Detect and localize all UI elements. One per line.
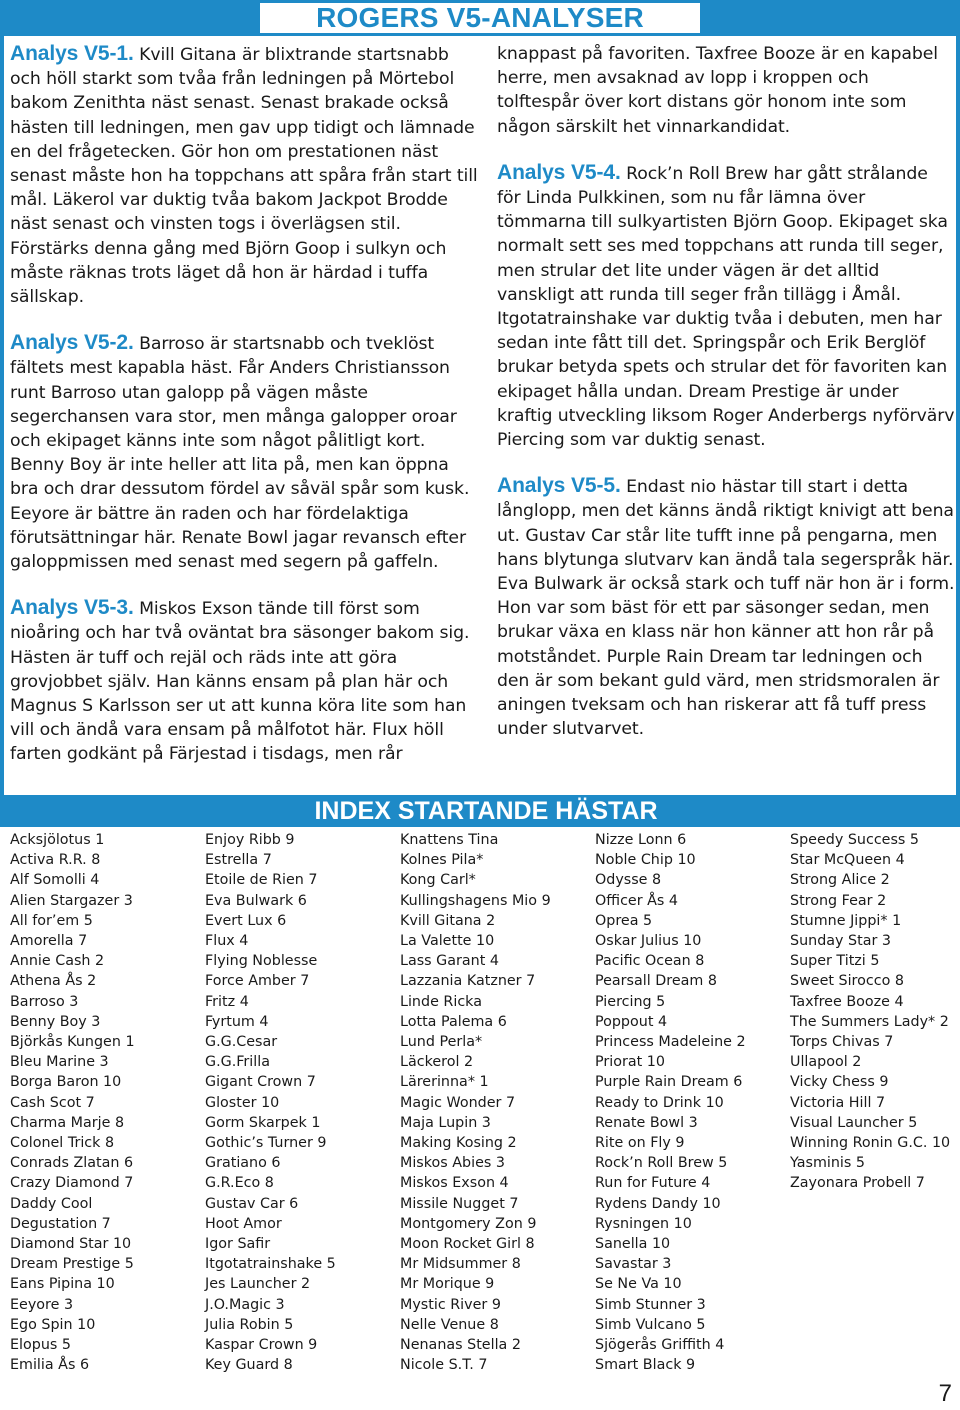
- index-entry: Dream Prestige 5: [10, 1256, 134, 1273]
- index-entry: All for’em 5: [10, 912, 93, 929]
- analysis-v5-2: [10, 331, 480, 574]
- left-accent-bar: [0, 36, 4, 796]
- right-column: [497, 42, 955, 741]
- index-entry: Charma Marje 8: [10, 1114, 125, 1131]
- index-entry: Magic Wonder 7: [400, 1094, 516, 1111]
- analysis-text: Endast nio hästar till start i detta långlopp, men det känns ändå riktigt knivigt att bena ut. Gustav Car står lite tufft inne på pengarna, men hans blytunga slutvarv kan ändå tala segerspråk här. Eva Bulwark är också stark och tuff när hon är i form. Hon var som bäst för ett par säsonger sedan, men brukar växa en klass när hon känner att hon rår på motståndet. Purple Rain Dream tar ledningen och den är som bekant guld värd, men stridsmoralen är aningen tveksam och han riskerar att få tuff press under slutvarvet.: [497, 477, 955, 740]
- index-entry: Smart Black 9: [595, 1357, 696, 1374]
- index-entry: Emilia Ås 6: [10, 1357, 90, 1374]
- page-title: ROGERS V5-ANALYSER: [260, 3, 700, 33]
- index-entry: Sunday Star 3: [790, 933, 891, 950]
- index-entry: Montgomery Zon 9: [400, 1215, 537, 1232]
- index-entry: Strong Fear 2: [790, 892, 887, 909]
- index-entry: Daddy Cool: [10, 1195, 93, 1212]
- horse-index: [0, 827, 960, 1410]
- index-entry: Run for Future 4: [595, 1175, 711, 1192]
- analysis-text: Rock’n Roll Brew har gått strålande för Linda Pulkkinen, som nu får lämna över tömmarna till sulkyartisten Björn Goop. Ekipaget ska normalt sett ses med toppchans att runda till seger, men strular det lite under vägen är det alltid vanskligt att runda till seger från tillägg i Åmål. Itgotatrainshake var duktig tvåa i debuten, men har sedan inte fått till det. Springspår och Erik Berglöf brukar betyda spets och strular det för favoriten kan ekipaget hålla undan. Dream Prestige är under kraftig utveckling liksom Roger Anderbergs nyförvärv Piercing som var duktig senast.: [497, 163, 955, 451]
- index-entry: Rite on Fly 9: [595, 1135, 685, 1152]
- index-entry: Lund Perla*: [400, 1034, 483, 1051]
- index-entry: Elopus 5: [10, 1337, 71, 1354]
- index-entry: Nicole S.T. 7: [400, 1357, 488, 1374]
- index-entry: Kolnes Pila*: [400, 852, 484, 869]
- index-entry: Athena Ås 2: [10, 973, 97, 990]
- index-entry: Sanella 10: [595, 1236, 671, 1253]
- index-entry: Sjögerås Griffith 4: [595, 1337, 725, 1354]
- index-entry: Fritz 4: [205, 993, 249, 1010]
- index-column: [595, 830, 746, 1375]
- index-entry: Itgotatrainshake 5: [205, 1256, 336, 1273]
- analysis-heading: Analys V5-3.: [10, 596, 134, 620]
- analysis-heading: Analys V5-5.: [497, 474, 621, 498]
- index-entry: Kullingshagens Mio 9: [400, 892, 551, 909]
- index-entry: Key Guard 8: [205, 1357, 293, 1374]
- analysis-heading: Analys V5-1.: [10, 42, 134, 65]
- analysis-heading: Analys V5-4.: [497, 160, 621, 184]
- index-entry: Diamond Star 10: [10, 1236, 132, 1253]
- index-entry: Linde Ricka: [400, 993, 482, 1010]
- index-entry: Gratiano 6: [205, 1155, 281, 1172]
- index-entry: Colonel Trick 8: [10, 1135, 115, 1152]
- index-entry: Annie Cash 2: [10, 953, 105, 970]
- index-entry: Victoria Hill 7: [790, 1094, 886, 1111]
- index-column: [790, 830, 950, 1194]
- index-entry: Acksjölotus 1: [10, 832, 105, 848]
- index-entry: Julia Robin 5: [205, 1316, 294, 1333]
- index-entry: Making Kosing 2: [400, 1135, 517, 1152]
- index-entry: Nizze Lonn 6: [595, 832, 687, 848]
- index-entry: Star McQueen 4: [790, 852, 905, 869]
- index-entry: Eva Bulwark 6: [205, 892, 307, 909]
- index-entry: Mr Morique 9: [400, 1276, 495, 1293]
- index-entry: Eans Pipina 10: [10, 1276, 115, 1293]
- index-entry: Gustav Car 6: [205, 1195, 299, 1212]
- index-entry: Lärerinna* 1: [400, 1074, 489, 1091]
- index-entry: Sweet Sirocco 8: [790, 973, 904, 990]
- index-entry: Mr Midsummer 8: [400, 1256, 521, 1273]
- index-entry: Maja Lupin 3: [400, 1114, 491, 1131]
- index-column: [10, 830, 135, 1375]
- analysis-v5-4: [497, 161, 955, 452]
- index-entry: Savastar 3: [595, 1256, 672, 1273]
- index-entry: Crazy Diamond 7: [10, 1175, 134, 1192]
- index-entry: Odysse 8: [595, 872, 662, 889]
- index-entry: Conrads Zlatan 6: [10, 1155, 134, 1172]
- index-entry: Vicky Chess 9: [790, 1074, 889, 1091]
- index-entry: Lass Garant 4: [400, 953, 499, 970]
- index-entry: Missile Nugget 7: [400, 1195, 519, 1212]
- index-entry: Rysningen 10: [595, 1215, 692, 1232]
- index-entry: Oprea 5: [595, 912, 653, 929]
- right-accent-bar: [956, 36, 960, 796]
- index-entry: Force Amber 7: [205, 973, 310, 990]
- index-entry: Ullapool 2: [790, 1054, 862, 1071]
- index-entry: Mystic River 9: [400, 1296, 501, 1313]
- index-entry: Nenanas Stella 2: [400, 1337, 521, 1354]
- index-entry: G.G.Cesar: [205, 1034, 278, 1051]
- index-entry: Lotta Palema 6: [400, 1013, 507, 1030]
- analysis-heading: Analys V5-2.: [10, 331, 134, 355]
- index-entry: Gothic’s Turner 9: [205, 1135, 327, 1152]
- index-entry: Enjoy Ribb 9: [205, 832, 295, 848]
- index-entry: Knattens Tina: [400, 832, 499, 848]
- index-entry: Cash Scot 7: [10, 1094, 95, 1111]
- index-entry: Estrella 7: [205, 852, 272, 869]
- index-entry: La Valette 10: [400, 933, 495, 950]
- index-entry: Gorm Skarpek 1: [205, 1114, 321, 1131]
- index-column: [400, 830, 551, 1375]
- left-column: [10, 42, 480, 767]
- index-entry: Björkås Kungen 1: [10, 1034, 135, 1051]
- index-entry: Kvill Gitana 2: [400, 912, 496, 929]
- index-entry: G.R.Eco 8: [205, 1175, 274, 1192]
- header-bar: [0, 0, 960, 36]
- index-entry: Alf Somolli 4: [10, 872, 100, 889]
- index-entry: Strong Alice 2: [790, 872, 890, 889]
- analysis-v5-3: [10, 596, 480, 766]
- index-column: [205, 830, 336, 1375]
- index-entry: Rock’n Roll Brew 5: [595, 1155, 728, 1172]
- index-entry: Gloster 10: [205, 1094, 280, 1111]
- analysis-text: Kvill Gitana är blixtrande startsnabb och höll starkt som tvåa från ledningen på Mörtebol bakom Zenithta näst senast. Senast brakade också hästen till ledningen, men gav upp tidigt och lämnade en del frågetecken. Gör hon om prestationen näst senast måste hon ha toppchans att spåra från start till mål. Läkerol var duktig tvåa bakom Jackpot Brodde näst senast och vinsten togs i överlägsen stil. Förstärks denna gång med Björn Goop i sulkyn och måste räknas trots läget då hon är härdad i tuffa sällskap.: [10, 45, 478, 308]
- index-entry: Kaspar Crown 9: [205, 1337, 318, 1354]
- index-entry: Igor Safir: [205, 1236, 271, 1253]
- index-entry: Hoot Amor: [205, 1215, 282, 1232]
- analysis-v5-5: [497, 474, 955, 741]
- index-entry: Speedy Success 5: [790, 832, 920, 848]
- index-entry: Evert Lux 6: [205, 912, 287, 929]
- index-entry: Simb Vulcano 5: [595, 1316, 706, 1333]
- index-entry: Taxfree Booze 4: [790, 993, 904, 1010]
- index-entry: Gigant Crown 7: [205, 1074, 316, 1091]
- index-entry: Läckerol 2: [400, 1054, 474, 1071]
- index-entry: Rydens Dandy 10: [595, 1195, 721, 1212]
- index-entry: Fyrtum 4: [205, 1013, 269, 1030]
- analysis-text: Barroso är startsnabb och tveklöst fältets mest kapabla häst. Får Anders Christiansson runt Barroso utan galopp på vägen måste segerchansen vara stor, men många galopper oroar och ekipaget känns inte som något pålitligt kort. Benny Boy är inte heller att lita på, men kan öppna bra och drar dessutom fördel av såväl spår som kusk. Eeyore är bättre än raden och har fördelaktiga förutsättningar här. Renate Bowl jagar revansch efter galoppmissen med senast med segern på gaffeln.: [10, 334, 470, 573]
- analysis-text: knappast på favoriten. Taxfree Booze är en kapabel herre, men avsaknad av lopp i kroppen och tolftespår över kort distans gör honom inte som någon särskilt het vinnarkandidat.: [497, 44, 938, 137]
- index-entry: J.O.Magic 3: [205, 1296, 285, 1313]
- index-entry: Visual Launcher 5: [790, 1114, 918, 1131]
- index-entry: Se Ne Va 10: [595, 1276, 682, 1293]
- index-entry: Pearsall Dream 8: [595, 973, 717, 990]
- index-entry: Stumne Jippi* 1: [790, 912, 902, 929]
- index-entry: Pacific Ocean 8: [595, 953, 705, 970]
- index-entry: Moon Rocket Girl 8: [400, 1236, 535, 1253]
- index-entry: Etoile de Rien 7: [205, 872, 318, 889]
- index-entry: Lazzania Katzner 7: [400, 973, 536, 990]
- index-entry: Purple Rain Dream 6: [595, 1074, 743, 1091]
- index-entry: Princess Madeleine 2: [595, 1034, 746, 1051]
- index-entry: Flux 4: [205, 933, 249, 950]
- index-entry: Poppout 4: [595, 1013, 668, 1030]
- index-entry: Barroso 3: [10, 993, 79, 1010]
- index-entry: Eeyore 3: [10, 1296, 74, 1313]
- index-bar: [0, 795, 960, 827]
- index-entry: Nelle Venue 8: [400, 1316, 499, 1333]
- index-entry: Zayonara Probell 7: [790, 1175, 925, 1192]
- index-title: INDEX STARTANDE HÄSTAR: [300, 798, 672, 824]
- index-entry: G.G.Frilla: [205, 1054, 270, 1071]
- analysis-v5-1: [10, 42, 480, 309]
- analysis-v5-3-continued: [497, 42, 955, 139]
- index-entry: Flying Noblesse: [205, 953, 318, 970]
- analysis-text: Miskos Exson tände till först som nioåring och har två oväntat bra säsonger bakom sig. Hästen är tuff och rejäl och räds inte att göra grovjobbet själv. Han känns ensam på plan här och Magnus S Karlsson ser ut att kunna köra lite som han vill och ändå vara ensam på målfotot här. Flux höll farten godkänt på Färjestad i tisdags, men rår: [10, 599, 470, 765]
- index-entry: Torps Chivas 7: [790, 1034, 894, 1051]
- index-entry: Bleu Marine 3: [10, 1054, 109, 1071]
- index-entry: Officer Ås 4: [595, 892, 679, 909]
- index-entry: Ready to Drink 10: [595, 1094, 724, 1111]
- index-entry: Piercing 5: [595, 993, 666, 1010]
- index-entry: Oskar Julius 10: [595, 933, 702, 950]
- index-entry: Yasminis 5: [790, 1155, 865, 1172]
- index-entry: Amorella 7: [10, 933, 88, 950]
- index-entry: Noble Chip 10: [595, 852, 696, 869]
- index-entry: Benny Boy 3: [10, 1013, 101, 1030]
- index-entry: Jes Launcher 2: [205, 1276, 311, 1293]
- index-entry: Super Titzi 5: [790, 953, 880, 970]
- index-entry: Winning Ronin G.C. 10: [790, 1135, 951, 1152]
- page-number: 7: [938, 1380, 952, 1407]
- index-entry: Degustation 7: [10, 1215, 111, 1232]
- index-entry: Simb Stunner 3: [595, 1296, 706, 1313]
- index-entry: Activa R.R. 8: [10, 852, 101, 869]
- index-entry: Kong Carl*: [400, 872, 476, 889]
- index-entry: Borga Baron 10: [10, 1074, 122, 1091]
- index-entry: Alien Stargazer 3: [10, 892, 133, 909]
- index-entry: The Summers Lady* 2: [790, 1013, 949, 1030]
- index-entry: Miskos Exson 4: [400, 1175, 509, 1192]
- index-entry: Renate Bowl 3: [595, 1114, 698, 1131]
- index-entry: Ego Spin 10: [10, 1316, 96, 1333]
- index-entry: Miskos Abies 3: [400, 1155, 505, 1172]
- index-entry: Priorat 10: [595, 1054, 665, 1071]
